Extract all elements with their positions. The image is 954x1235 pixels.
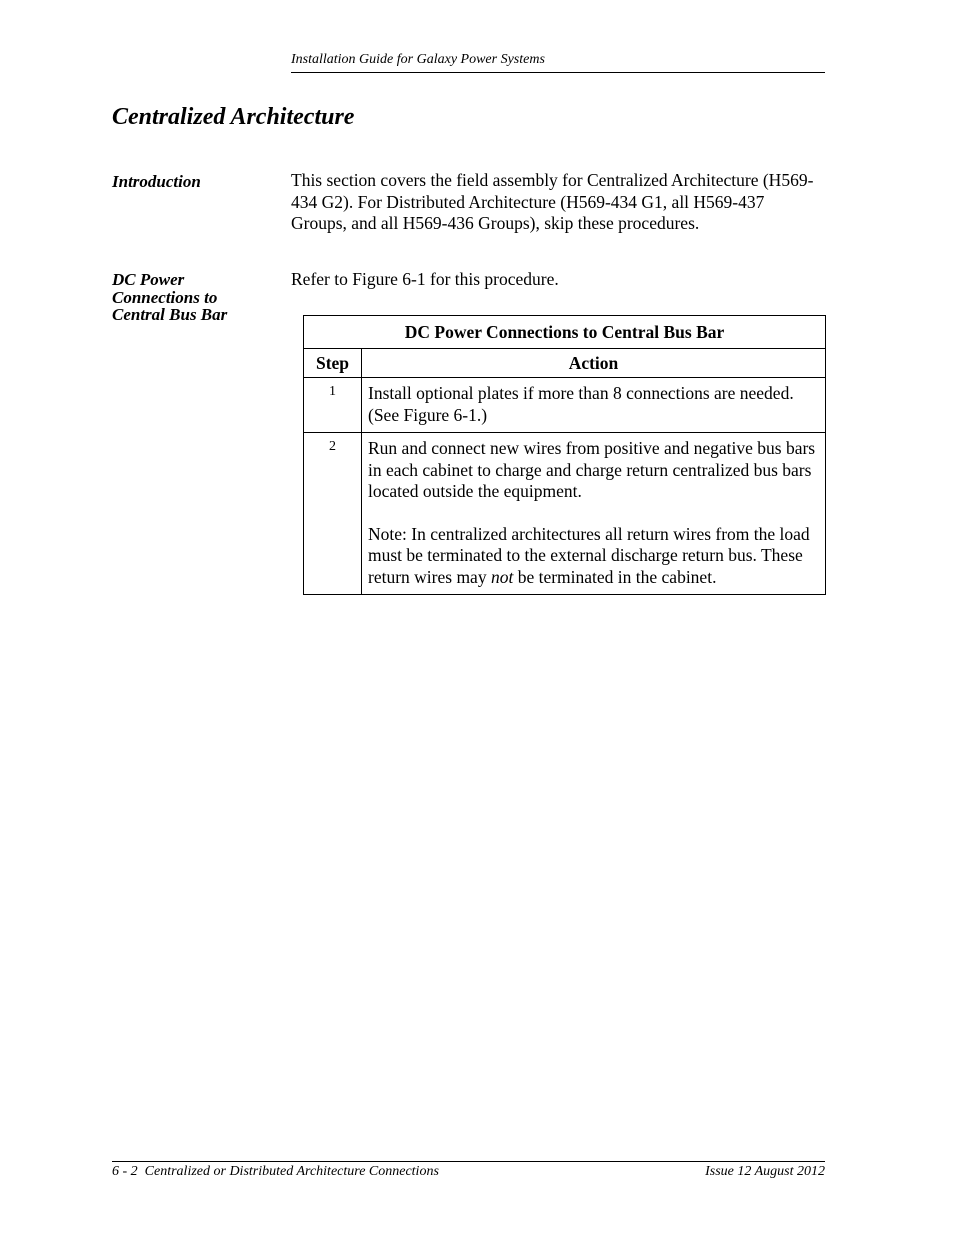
note-text-end: be terminated in the cabinet. (513, 566, 717, 587)
footer-right: Issue 12 August 2012 (705, 1164, 825, 1179)
table-row (304, 378, 826, 433)
table-header-row (304, 349, 826, 378)
step-action: Install optional plates if more than 8 connections are needed. (See Figure 6-1.) (362, 378, 826, 433)
step-number: 1 (304, 378, 362, 433)
note-emphasis: not (490, 566, 514, 587)
step-note (368, 524, 821, 589)
footer-left: 6 - 2 Centralized or Distributed Architecture Connections (112, 1164, 439, 1179)
dc-power-heading-line: Connections to (112, 287, 218, 307)
running-footer (112, 1161, 825, 1180)
dc-power-heading (112, 271, 272, 324)
table-caption: DC Power Connections to Central Bus Bar (304, 316, 826, 349)
procedure-table (303, 315, 826, 595)
step-number: 2 (304, 433, 362, 595)
note-text: Note: In centralized architectures all return wires from the load must be terminated to the external discharge return bus. These return wires may (368, 523, 810, 587)
table-row (304, 433, 826, 595)
step-action (362, 433, 826, 595)
column-header-action: Action (362, 349, 826, 378)
table-caption-row (304, 316, 826, 349)
dc-power-heading-line: DC Power (112, 270, 185, 289)
step-action-text: Run and connect new wires from positive and negative bus bars in each cabinet to charge and charge return centralized bus bars located outside the equipment. (368, 438, 816, 501)
introduction-text: This section covers the field assembly for Centralized Architecture (H569-434 G2). For Distributed Architecture (H569-434 G1, all H569-437 Groups, and all H569-436 Groups), skip these procedures. (291, 170, 814, 233)
page-title: Centralized Architecture (112, 104, 355, 130)
dc-power-heading-line: Central Bus Bar (112, 305, 228, 324)
introduction-heading: Introduction (112, 172, 201, 191)
column-header-step: Step (304, 349, 362, 378)
running-header: Installation Guide for Galaxy Power Systems (291, 52, 825, 73)
dc-power-intro: Refer to Figure 6-1 for this procedure. (291, 269, 559, 289)
